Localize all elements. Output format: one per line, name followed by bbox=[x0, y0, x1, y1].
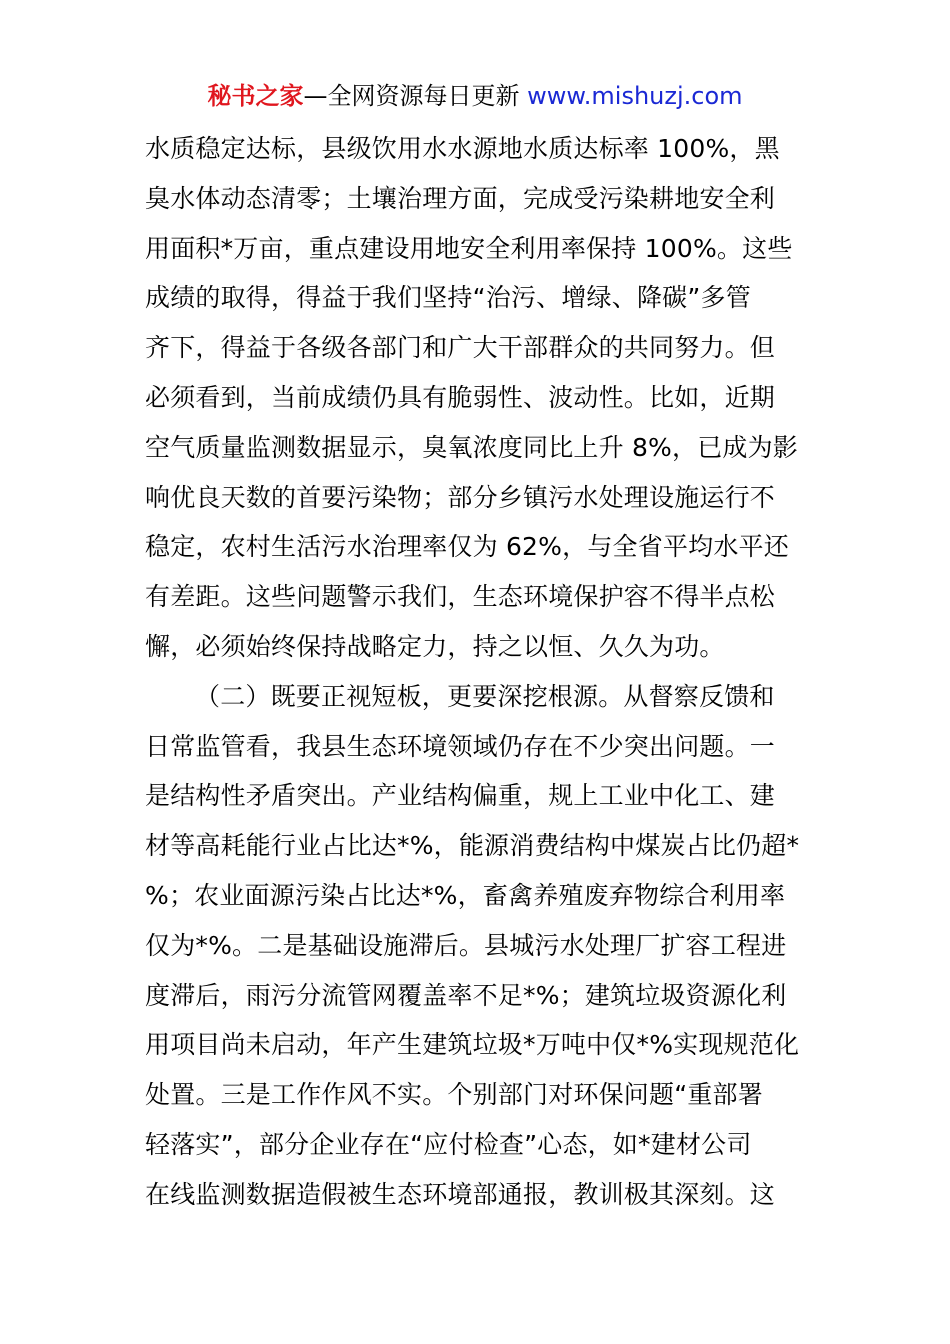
text-line: 仅为*%。二是基础设施滞后。县城污水处理厂扩容工程进 bbox=[145, 930, 787, 960]
header-tagline: —全网资源每日更新 bbox=[303, 82, 528, 110]
text-line: 处置。三是工作作风不实。个别部门对环保问题“重部署 bbox=[145, 1080, 763, 1110]
text-line: 用面积*万亩，重点建设用地安全利用率保持 100%。这些 bbox=[145, 233, 793, 263]
text-line: 用项目尚未启动，年产生建筑垃圾*万吨中仅*%实现规范化 bbox=[145, 1030, 800, 1060]
page-header bbox=[0, 78, 950, 114]
site-url: www.mishuzj.com bbox=[527, 82, 743, 110]
text-line: %；农业面源污染占比达*%，畜禽养殖废弃物综合利用率 bbox=[145, 880, 786, 910]
text-line: 懈，必须始终保持战略定力，持之以恒、久久为功。 bbox=[145, 631, 725, 661]
text-line: 水质稳定达标，县级饮用水水源地水质达标率 100%，黑 bbox=[145, 134, 780, 163]
text-line: 空气质量监测数据显示，臭氧浓度同比上升 8%，已成为影 bbox=[145, 432, 799, 462]
text-line: 稳定，农村生活污水治理率仅为 62%，与全省平均水平还 bbox=[145, 532, 789, 562]
paragraph-start-line: （二）既要正视短板，更要深挖根源。从督察反馈和 bbox=[195, 681, 775, 711]
text-line: 有差距。这些问题警示我们，生态环境保护容不得半点松 bbox=[145, 582, 776, 612]
text-line: 必须看到，当前成绩仍具有脆弱性、波动性。比如，近期 bbox=[145, 382, 776, 412]
text-line: 材等高耗能行业占比达*%，能源消费结构中煤炭占比仍超* bbox=[145, 831, 800, 861]
text-line: 齐下，得益于各级各部门和广大干部群众的共同努力。但 bbox=[145, 333, 776, 363]
document-body bbox=[145, 124, 807, 1220]
text-line: 是结构性矛盾突出。产业结构偏重，规上工业中化工、建 bbox=[145, 781, 776, 811]
text-line: 轻落实”，部分企业存在“应付检查”心态，如*建材公司 bbox=[145, 1129, 752, 1159]
text-line: 成绩的取得，得益于我们坚持“治污、增绿、降碳”多管 bbox=[145, 283, 751, 313]
text-line: 在线监测数据造假被生态环境部通报，教训极其深刻。这 bbox=[145, 1179, 776, 1209]
text-line: 日常监管看，我县生态环境领域仍存在不少突出问题。一 bbox=[145, 731, 776, 761]
text-line: 响优良天数的首要污染物；部分乡镇污水处理设施运行不 bbox=[145, 482, 776, 512]
text-line: 度滞后，雨污分流管网覆盖率不足*%；建筑垃圾资源化利 bbox=[145, 980, 787, 1010]
text-line: 臭水体动态清零；土壤治理方面，完成受污染耕地安全利 bbox=[145, 183, 776, 213]
brand-name: 秘书之家 bbox=[207, 82, 304, 110]
